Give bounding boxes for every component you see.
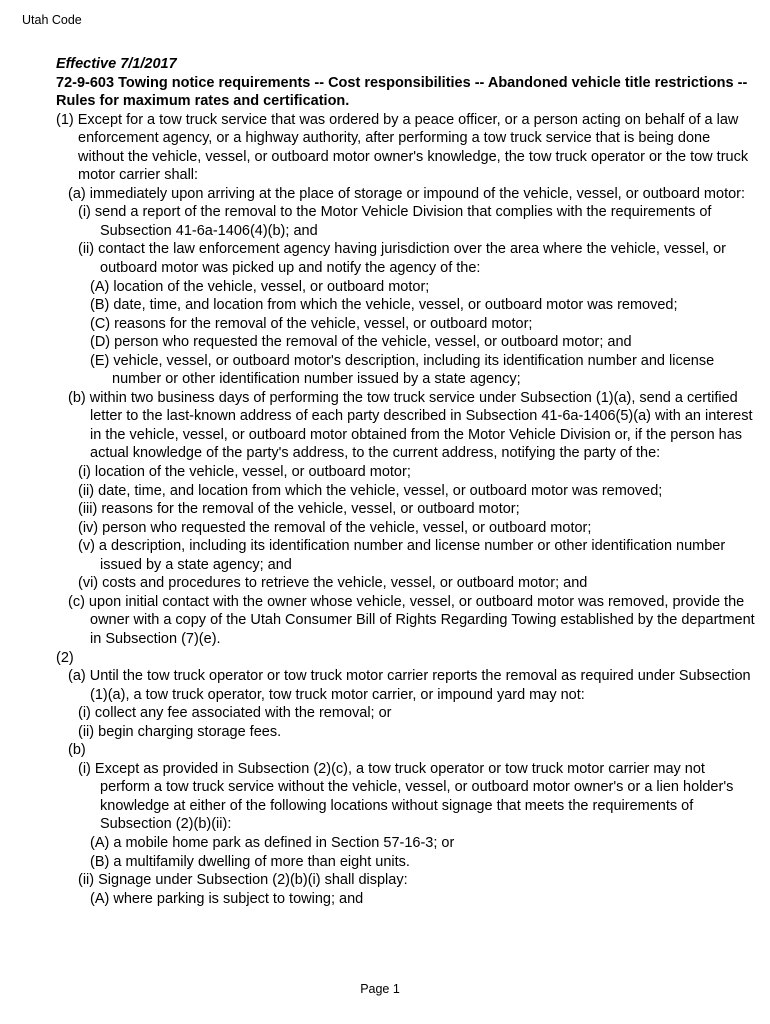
section-title: 72-9-603 Towing notice requirements -- Cost responsibilities -- Abandoned vehicle title restrictions -- Rules for maximum rates and certification. (56, 74, 748, 110)
statute-paragraph: (a) Until the tow truck operator or tow truck motor carrier reports the removal as required under Subsection (1)(a), a tow truck operator, tow truck motor carrier, or impound yard may not: (68, 668, 751, 703)
statute-paragraph: (E) vehicle, vessel, or outboard motor's description, including its identification number and license number or other identification number issued by a state agency; (90, 352, 715, 388)
statute-paragraph: (2) (56, 649, 74, 666)
statute-paragraph: (v) a description, including its identification number and license number or other identification number issued by a state agency; and (78, 538, 726, 573)
section-paragraphs (56, 111, 756, 909)
effective-date: Effective 7/1/2017 (56, 56, 177, 72)
statute-paragraph: (A) a mobile home park as defined in Section 57-16-3; or (90, 834, 455, 851)
statute-paragraph: (b) (68, 742, 86, 759)
statute-paragraph: (b) within two business days of performing the tow truck service under Subsection (1)(a), send a certified letter to the last-known address of each party described in Subsection 41-6a-1406(5)(a) with an interest in the vehicle, vessel, or outboard motor obtained from the Motor Vehicle Division or, if the person has actual knowledge of the party's address, to the current address, notifying the party of the: (68, 389, 753, 462)
statute-paragraph: (ii) contact the law enforcement agency having jurisdiction over the area where the vehicle, vessel, or outboard motor was picked up and notify the agency of the: (78, 241, 726, 277)
statute-paragraph: (B) a multifamily dwelling of more than eight units. (90, 853, 410, 870)
statute-paragraph: (vi) costs and procedures to retrieve the vehicle, vessel, or outboard motor; and (78, 575, 588, 592)
statute-paragraph: (ii) begin charging storage fees. (78, 723, 282, 740)
statute-paragraph: (ii) Signage under Subsection (2)(b)(i) shall display: (78, 872, 408, 889)
statute-paragraph: (iii) reasons for the removal of the vehicle, vessel, or outboard motor; (78, 501, 520, 518)
statute-paragraph: (iv) person who requested the removal of the vehicle, vessel, or outboard motor; (78, 519, 592, 536)
statute-paragraph: (ii) date, time, and location from which the vehicle, vessel, or outboard motor was removed; (78, 482, 663, 499)
statute-paragraph: (i) collect any fee associated with the removal; or (78, 705, 392, 722)
statute-paragraph: (A) where parking is subject to towing; and (90, 890, 364, 907)
statute-paragraph: (D) person who requested the removal of the vehicle, vessel, or outboard motor; and (90, 334, 632, 351)
statute-paragraph: (i) Except as provided in Subsection (2)(c), a tow truck operator or tow truck motor carrier may not perform a tow truck service without the vehicle, vessel, or outboard motor owner's or a lien holder's knowledge at either of the following locations without signage that meets the requirements of Subsection (2)(b)(ii): (78, 760, 734, 833)
statute-paragraph: (C) reasons for the removal of the vehicle, vessel, or outboard motor; (90, 315, 533, 332)
statute-paragraph: (c) upon initial contact with the owner whose vehicle, vessel, or outboard motor was removed, provide the owner with a copy of the Utah Consumer Bill of Rights Regarding Towing established by the department in Subsection (7)(e). (68, 593, 755, 647)
statute-paragraph: (a) immediately upon arriving at the place of storage or impound of the vehicle, vessel, or outboard motor: (68, 185, 746, 202)
page-number: Page 1 (360, 982, 400, 996)
statute-paragraph: (1) Except for a tow truck service that was ordered by a peace officer, or a person acting on behalf of a law enforcement agency, or a highway authority, after performing a tow truck service that is being done without the vehicle, vessel, or outboard motor owner's knowledge, the tow truck operator or the tow truck motor carrier shall: (56, 111, 749, 184)
statute-paragraph: (A) location of the vehicle, vessel, or outboard motor; (90, 278, 430, 295)
statute-body (56, 55, 756, 908)
running-header: Utah Code (22, 13, 82, 27)
statute-paragraph: (B) date, time, and location from which the vehicle, vessel, or outboard motor was removed; (90, 297, 678, 314)
statute-paragraph: (i) location of the vehicle, vessel, or outboard motor; (78, 464, 411, 481)
statute-paragraph: (i) send a report of the removal to the Motor Vehicle Division that complies with the requirements of Subsection 41-6a-1406(4)(b); and (78, 204, 712, 239)
